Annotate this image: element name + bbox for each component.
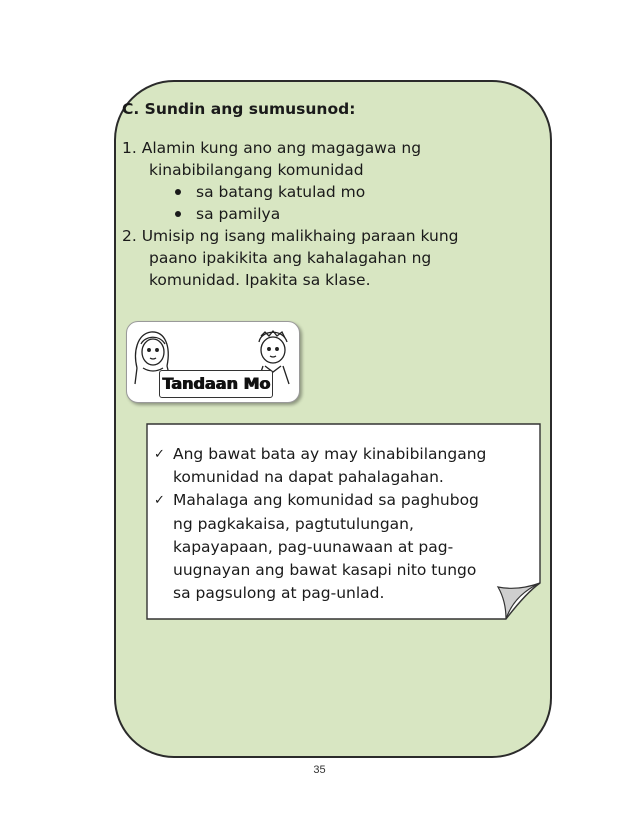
checkmark-icon: ✓ bbox=[154, 493, 165, 509]
checklist-item: ✓ Ang bawat bata ay may kinabibilangang bbox=[154, 443, 534, 466]
bullet-text: sa batang katulad mo bbox=[196, 183, 366, 201]
page-number: 35 bbox=[313, 764, 326, 776]
checklist-item: ✓ Mahalaga ang komunidad sa paghubog bbox=[154, 489, 534, 512]
instructions-list bbox=[122, 137, 542, 291]
bullet-text: sa pamilya bbox=[196, 205, 281, 223]
checklist-continuation: sa pagsulong at pag-unlad. bbox=[173, 584, 385, 603]
checklist-continuation: komunidad na dapat pahalagahan. bbox=[173, 468, 444, 487]
bullet-icon bbox=[175, 211, 181, 217]
checkmark-icon: ✓ bbox=[154, 447, 165, 462]
bullet-item bbox=[122, 181, 542, 203]
section-title: C. Sundin ang sumusunod: bbox=[122, 100, 356, 118]
bullet-item bbox=[122, 203, 542, 225]
list-item: 1. Alamin kung ano ang magagawa ng bbox=[122, 139, 422, 157]
list-item: 2. Umisip ng isang malikhaing paraan kung bbox=[122, 227, 459, 245]
list-item: komunidad. Ipakita sa klase. bbox=[149, 271, 371, 289]
checklist-continuation: ng pagkakaisa, pagtutulungan, bbox=[173, 514, 414, 533]
remember-list bbox=[154, 443, 534, 605]
tandaan-mo-badge bbox=[126, 321, 300, 403]
list-item: paano ipakikita ang kahalagahan ng bbox=[149, 249, 432, 267]
checklist-continuation: uugnayan ang bawat kasapi nito tungo bbox=[173, 561, 477, 580]
badge-label: Tandaan Mo bbox=[159, 370, 273, 398]
list-item: kinabibilangang komunidad bbox=[149, 161, 364, 179]
bullet-icon bbox=[175, 189, 181, 195]
checklist-continuation: kapayapaan, pag-uunawaan at pag- bbox=[173, 537, 454, 556]
